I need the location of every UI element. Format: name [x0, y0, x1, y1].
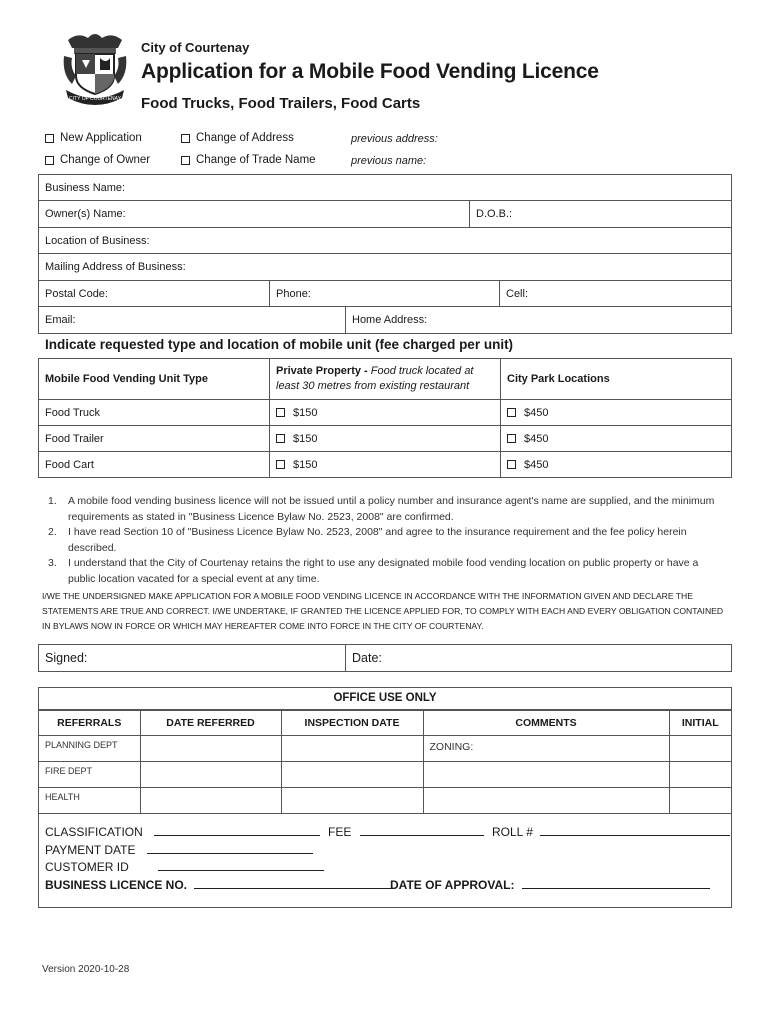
park-fee-label: $450 [524, 432, 549, 445]
table-row [39, 788, 731, 814]
version-label: Version 2020-10-28 [42, 964, 130, 975]
change-of-owner-checkbox[interactable] [45, 156, 54, 165]
table-row [39, 400, 732, 426]
private-fee-checkbox[interactable] [276, 408, 285, 417]
referral-label: PLANNING DEPT [39, 736, 140, 762]
new-application-label: New Application [60, 132, 142, 144]
col-private-bold: Private Property - [276, 365, 368, 377]
unit-type-cell: Food Trailer [39, 426, 270, 452]
col-private-desc: Food truck located at least 30 metres from existing restaurant [276, 365, 474, 392]
previous-name-label: previous name: [351, 155, 427, 167]
term-number: 1. [48, 495, 57, 507]
park-fee-checkbox[interactable] [507, 434, 516, 443]
terms-list [48, 494, 728, 588]
col-unit-type: Mobile Food Vending Unit Type [39, 359, 270, 400]
payment-date-field[interactable] [45, 842, 313, 857]
private-fee-label: $150 [293, 406, 318, 419]
change-of-address-option[interactable] [181, 132, 294, 144]
city-crest-logo [60, 30, 130, 108]
classification-line[interactable] [154, 824, 320, 836]
term-text: A mobile food vending business licence will not be issued until a policy number and insurance agent's name are supplied, and the minimum requirements as stated in "Business Licence Bylaw No. 2523, 2008" are confirmed. [68, 495, 715, 523]
park-fee-label: $450 [524, 458, 549, 471]
fee-line[interactable] [360, 824, 484, 836]
change-of-address-label: Change of Address [196, 132, 294, 144]
previous-address-label: previous address: [351, 133, 438, 145]
initial-cell[interactable] [669, 788, 731, 814]
col-comments: COMMENTS [423, 711, 669, 736]
change-of-address-checkbox[interactable] [181, 134, 190, 143]
payment-date-label: PAYMENT DATE [45, 843, 136, 857]
initial-cell[interactable] [669, 736, 731, 762]
inspection-date-cell[interactable] [281, 736, 423, 762]
roll-line[interactable] [540, 824, 730, 836]
list-item [48, 556, 728, 587]
private-fee-checkbox[interactable] [276, 460, 285, 469]
customer-id-field[interactable] [45, 859, 324, 874]
inspection-date-cell[interactable] [281, 788, 423, 814]
referral-label: FIRE DEPT [39, 762, 140, 788]
col-initial: INITIAL [669, 711, 731, 736]
term-text: I have read Section 10 of "Business Licence Bylaw No. 2523, 2008" and agree to the insurance requirement and the fee policy herein described. [68, 526, 687, 554]
new-application-checkbox[interactable] [45, 134, 54, 143]
roll-field[interactable] [492, 824, 730, 839]
col-city-park: City Park Locations [501, 359, 732, 400]
term-number: 3. [48, 557, 57, 570]
classification-field[interactable] [45, 824, 320, 839]
home-address-field[interactable]: Home Address: [352, 313, 428, 326]
unit-type-cell: Food Cart [39, 452, 270, 478]
roll-label: ROLL # [492, 825, 533, 839]
unit-type-cell: Food Truck [39, 400, 270, 426]
referrals-table [39, 710, 731, 814]
classification-label: CLASSIFICATION [45, 825, 143, 839]
park-fee-checkbox[interactable] [507, 460, 516, 469]
email-field[interactable]: Email: [39, 307, 346, 333]
change-of-owner-label: Change of Owner [60, 154, 151, 166]
signed-field[interactable]: Signed: [39, 645, 346, 671]
col-referrals: REFERRALS [39, 711, 140, 736]
table-row [39, 426, 732, 452]
park-fee-checkbox[interactable] [507, 408, 516, 417]
private-fee-label: $150 [293, 458, 318, 471]
customer-id-label: CUSTOMER ID [45, 860, 129, 874]
table-row [39, 452, 732, 478]
date-of-approval-field[interactable] [390, 877, 710, 892]
organization-name: City of Courtenay [141, 40, 250, 55]
dob-field[interactable]: D.O.B.: [476, 208, 513, 221]
unit-section-heading: Indicate requested type and location of mobile unit (fee charged per unit) [45, 337, 514, 352]
list-item [48, 525, 728, 556]
change-of-trade-name-checkbox[interactable] [181, 156, 190, 165]
change-of-owner-option[interactable] [45, 154, 150, 166]
new-application-option[interactable] [45, 132, 142, 144]
date-of-approval-label: DATE OF APPROVAL: [390, 878, 515, 892]
logo-ribbon-text: CITY OF COURTENAY [69, 96, 121, 102]
office-use-title: OFFICE USE ONLY [39, 688, 731, 710]
licence-no-label: BUSINESS LICENCE NO. [45, 878, 188, 892]
comments-cell[interactable] [423, 788, 669, 814]
zoning-cell[interactable]: ZONING: [423, 736, 669, 762]
col-date-referred: DATE REFERRED [140, 711, 281, 736]
table-row [39, 736, 731, 762]
initial-cell[interactable] [669, 762, 731, 788]
referral-label: HEALTH [39, 788, 140, 814]
licence-no-field[interactable] [45, 877, 394, 892]
date-referred-cell[interactable] [140, 788, 281, 814]
page-title: Application for a Mobile Food Vending Licence [141, 60, 599, 83]
phone-field[interactable]: Phone: [270, 281, 500, 306]
location-field[interactable]: Location of Business: [45, 234, 150, 247]
licence-no-line[interactable] [194, 877, 394, 889]
declaration-text: I/WE THE UNDERSIGNED MAKE APPLICATION FOR A MOBILE FOOD VENDING LICENCE IN ACCORDANCE WITH THE INFORMATION GIVEN AND DECLARE THE STATEMENTS ARE TRUE AND CORRECT. I/WE UNDERTAKE, IF GRANTED THE LICENCE APPLIED FOR, TO COMPLY WITH EACH AND EVERY OBLIGATION CONTAINED IN BYLAWS NOW IN FORCE OR WHICH MAY HEREAFTER COME INTO FORCE IN THE CITY OF COURTENAY. [42, 591, 724, 631]
unit-type-table [38, 358, 732, 478]
postal-code-field[interactable]: Postal Code: [39, 281, 270, 306]
date-referred-cell[interactable] [140, 736, 281, 762]
date-of-approval-line[interactable] [522, 877, 710, 889]
fee-field[interactable] [328, 824, 484, 839]
term-number: 2. [48, 526, 57, 539]
payment-date-line[interactable] [147, 842, 313, 854]
inspection-date-cell[interactable] [281, 762, 423, 788]
customer-id-line[interactable] [158, 859, 324, 871]
col-inspection-date: INSPECTION DATE [281, 711, 423, 736]
signature-row [38, 644, 732, 672]
owner-name-field[interactable]: Owner(s) Name: [39, 201, 470, 226]
change-of-trade-name-option[interactable] [181, 154, 316, 166]
col-private-property [270, 359, 501, 400]
cell-field[interactable]: Cell: [506, 287, 529, 300]
term-text: I understand that the City of Courtenay retains the right to use any designated mobile food vending location on public property or have a public location vacated for a special event at any time. [68, 557, 699, 585]
list-item [48, 494, 728, 525]
comments-cell[interactable] [423, 762, 669, 788]
page-subtitle: Food Trucks, Food Trailers, Food Carts [141, 95, 421, 112]
fee-label: FEE [328, 825, 352, 839]
private-fee-checkbox[interactable] [276, 434, 285, 443]
table-row [39, 762, 731, 788]
business-info-grid [38, 174, 732, 334]
business-name-field[interactable]: Business Name: [45, 182, 126, 194]
private-fee-label: $150 [293, 432, 318, 445]
date-referred-cell[interactable] [140, 762, 281, 788]
mailing-address-field[interactable]: Mailing Address of Business: [45, 261, 186, 274]
change-of-trade-name-label: Change of Trade Name [196, 154, 316, 166]
office-use-box [38, 687, 732, 908]
park-fee-label: $450 [524, 406, 549, 419]
date-field[interactable]: Date: [352, 651, 382, 665]
